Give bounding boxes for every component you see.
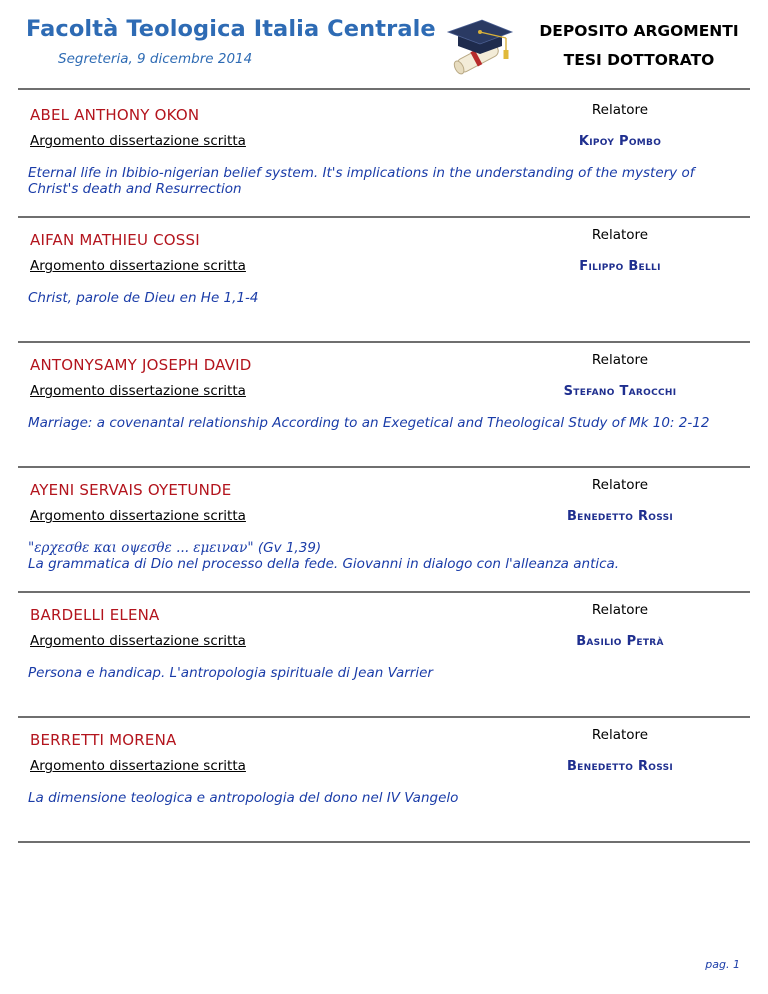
document-title-line1: DEPOSITO ARGOMENTI <box>539 22 739 40</box>
page-header <box>0 0 768 88</box>
thesis-topic-text: Eternal life in Ibibio-nigerian belief system. It's implications in the understanding of the mystery of Christ's death and Resurrection <box>28 165 695 197</box>
thesis-topic <box>28 790 744 806</box>
advisor-name: Stefano Tarocchi <box>563 384 677 399</box>
thesis-topic <box>28 665 744 681</box>
thesis-topic <box>28 540 744 572</box>
topic-label: Argomento dissertazione scritta <box>30 383 246 399</box>
candidate-name: BERRETTI MORENA <box>30 731 177 749</box>
advisor-name: Basilio Petrà <box>576 634 664 649</box>
thesis-topic <box>28 415 744 431</box>
topic-label: Argomento dissertazione scritta <box>30 508 246 524</box>
thesis-topic <box>28 290 744 306</box>
thesis-topic-text: Marriage: a covenantal relationship According to an Exegetical and Theological Study of Mk 10: 2-12 <box>28 415 710 431</box>
advisor-label: Relatore <box>591 727 649 743</box>
document-title-line2: TESI DOTTORATO <box>563 51 715 69</box>
divider <box>18 841 750 843</box>
thesis-record <box>0 715 768 840</box>
date-line: Segreteria, 9 dicembre 2014 <box>58 51 253 67</box>
thesis-record <box>0 465 768 590</box>
advisor-label: Relatore <box>591 102 649 118</box>
advisor-label: Relatore <box>591 477 649 493</box>
candidate-name: ABEL ANTHONY OKON <box>30 106 200 124</box>
topic-label: Argomento dissertazione scritta <box>30 258 246 274</box>
advisor-name: Filippo Belli <box>579 259 661 274</box>
greek-quote: "ερχεσθε και οψεσθε ... εμειναν" <box>28 540 254 556</box>
page-number: pag. 1 <box>705 958 740 971</box>
thesis-record <box>0 340 768 465</box>
candidate-name: BARDELLI ELENA <box>30 606 160 624</box>
thesis-record <box>0 90 768 215</box>
thesis-topic-text: Christ, parole de Dieu en He 1,1-4 <box>28 290 259 306</box>
advisor-name: Benedetto Rossi <box>566 759 674 774</box>
topic-label: Argomento dissertazione scritta <box>30 633 246 649</box>
scripture-reference: (Gv 1,39) <box>253 540 322 556</box>
topic-label: Argomento dissertazione scritta <box>30 133 246 149</box>
advisor-label: Relatore <box>591 227 649 243</box>
candidate-name: AIFAN MATHIEU COSSI <box>30 231 200 249</box>
thesis-topic-text: Persona e handicap. L'antropologia spirituale di Jean Varrier <box>28 665 433 681</box>
thesis-topic-text: La grammatica di Dio nel processo della fede. Giovanni in dialogo con l'alleanza antica. <box>28 556 620 572</box>
advisor-label: Relatore <box>591 602 649 618</box>
thesis-topic <box>28 165 744 197</box>
graduation-cap-diploma-icon <box>444 12 514 78</box>
institution-name: Facoltà Teologica Italia Centrale <box>26 16 436 42</box>
advisor-name: Benedetto Rossi <box>566 509 674 524</box>
candidate-name: AYENI SERVAIS OYETUNDE <box>30 481 232 499</box>
thesis-record <box>0 215 768 340</box>
candidate-name: ANTONYSAMY JOSEPH DAVID <box>30 356 252 374</box>
advisor-label: Relatore <box>591 352 649 368</box>
thesis-topic-text: La dimensione teologica e antropologia del dono nel IV Vangelo <box>28 790 459 806</box>
topic-label: Argomento dissertazione scritta <box>30 758 246 774</box>
thesis-record <box>0 590 768 715</box>
advisor-name: Kipoy Pombo <box>578 134 662 149</box>
